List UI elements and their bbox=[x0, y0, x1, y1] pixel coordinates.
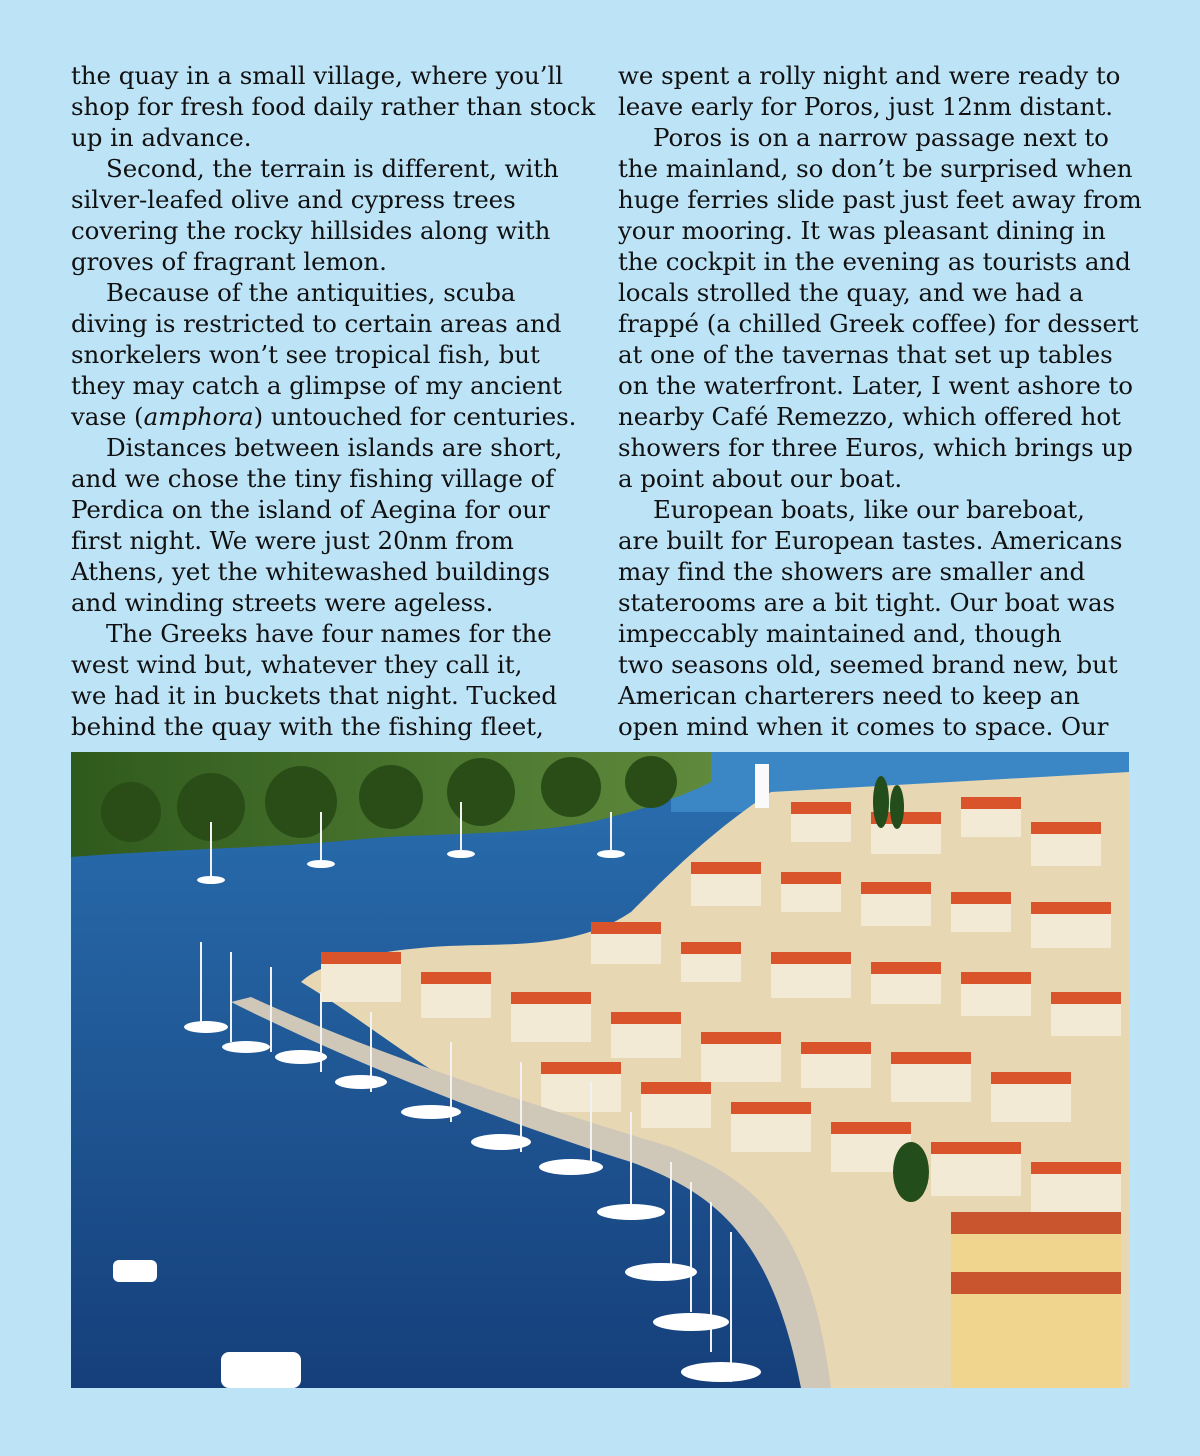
text-line: your mooring. It was pleasant dining in bbox=[618, 216, 1106, 245]
text-line: a point about our boat. bbox=[618, 464, 903, 493]
text-line: staterooms are a bit tight. Our boat was bbox=[618, 588, 1116, 617]
text-line: huge ferries slide past just feet away from bbox=[618, 185, 1142, 214]
right-text-column bbox=[618, 60, 1142, 742]
text-line: leave early for Poros, just 12nm distant. bbox=[618, 92, 1113, 121]
text-line: shop for fresh food daily rather than stock bbox=[71, 92, 596, 121]
text-line: on the waterfront. Later, I went ashore to bbox=[618, 371, 1133, 400]
clock-tower bbox=[755, 764, 769, 808]
text-line: they may catch a glimpse of my ancient bbox=[71, 371, 562, 400]
paragraph bbox=[618, 494, 1138, 742]
text-line: may find the showers are smaller and bbox=[618, 557, 1086, 586]
paragraph bbox=[71, 277, 591, 432]
text-line: are built for European tastes. Americans bbox=[618, 526, 1123, 555]
text-line: Second, the terrain is different, with bbox=[106, 154, 559, 183]
text-line: at one of the tavernas that set up tables bbox=[618, 340, 1113, 369]
text-line: west wind but, whatever they call it, bbox=[71, 650, 523, 679]
poros-harbor-illustration bbox=[71, 752, 1129, 1388]
text-line: impeccably maintained and, though bbox=[618, 619, 1062, 648]
harbor-photo bbox=[71, 752, 1129, 1388]
text-line: snorkelers won’t see tropical fish, but bbox=[71, 340, 540, 369]
paragraph bbox=[71, 618, 591, 742]
text-line: showers for three Euros, which brings up bbox=[618, 433, 1133, 462]
text-line: locals strolled the quay, and we had a bbox=[618, 278, 1084, 307]
text-line: Athens, yet the whitewashed buildings bbox=[71, 557, 550, 586]
text-line: open mind when it comes to space. Our bbox=[618, 712, 1109, 741]
text-line: American charterers need to keep an bbox=[618, 681, 1080, 710]
text-line: The Greeks have four names for the bbox=[106, 619, 552, 648]
text-line: Perdica on the island of Aegina for our bbox=[71, 495, 550, 524]
paragraph bbox=[71, 60, 596, 153]
text-line: the mainland, so don’t be surprised when bbox=[618, 154, 1133, 183]
text-line: European boats, like our bareboat, bbox=[653, 495, 1085, 524]
text-line: up in advance. bbox=[71, 123, 252, 152]
text-line: we spent a rolly night and were ready to bbox=[618, 61, 1121, 90]
paragraph bbox=[618, 60, 1138, 122]
text-line: diving is restricted to certain areas and bbox=[71, 309, 562, 338]
text-line: Poros is on a narrow passage next to bbox=[653, 123, 1109, 152]
text-line: the cockpit in the evening as tourists and bbox=[618, 247, 1131, 276]
text-line: nearby Café Remezzo, which offered hot bbox=[618, 402, 1121, 431]
text-line: vase (amphora) untouched for centuries. bbox=[71, 402, 577, 431]
paragraph bbox=[71, 153, 591, 277]
text-line: we had it in buckets that night. Tucked bbox=[71, 681, 558, 710]
paragraph bbox=[71, 432, 591, 618]
text-line: first night. We were just 20nm from bbox=[71, 526, 514, 555]
text-line: the quay in a small village, where you’ll bbox=[71, 61, 564, 90]
text-line: silver-leafed olive and cypress trees bbox=[71, 185, 516, 214]
text-line: two seasons old, seemed brand new, but bbox=[618, 650, 1118, 679]
text-line: groves of fragrant lemon. bbox=[71, 247, 387, 276]
paragraph bbox=[618, 122, 1142, 494]
text-line: behind the quay with the fishing fleet, bbox=[71, 712, 544, 741]
text-line: and winding streets were ageless. bbox=[71, 588, 494, 617]
text-line: Distances between islands are short, bbox=[106, 433, 563, 462]
text-line: and we chose the tiny fishing village of bbox=[71, 464, 555, 493]
text-line: Because of the antiquities, scuba bbox=[106, 278, 516, 307]
text-line: frappé (a chilled Greek coffee) for dessert bbox=[618, 309, 1139, 338]
text-line: covering the rocky hillsides along with bbox=[71, 216, 551, 245]
left-text-column bbox=[71, 60, 596, 742]
